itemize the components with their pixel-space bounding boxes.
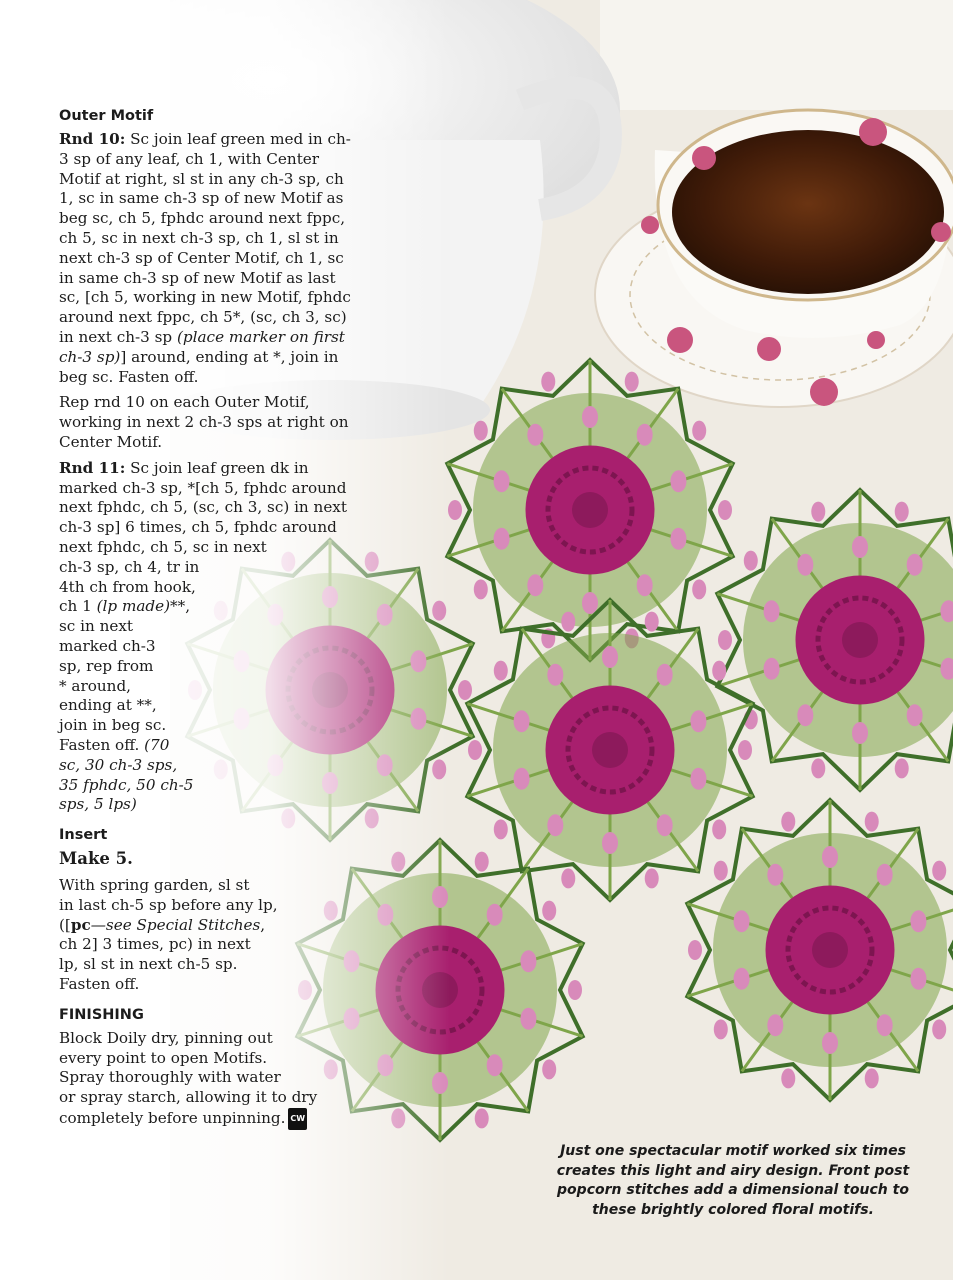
rnd11-line: sp, rep from	[59, 656, 154, 675]
insert-line: in last ch-5 sp before any lp,	[59, 895, 278, 914]
insert-heading: Insert	[59, 827, 108, 844]
finishing-line: Spray thoroughly with water	[59, 1068, 281, 1087]
rnd11-line: ch-3 sp] 6 times, ch 5, fphdc around	[59, 518, 337, 537]
finishing-line: every point to open Motifs.	[59, 1048, 268, 1067]
rnd11-line: join in beg sc.	[59, 716, 167, 735]
finishing-heading: FINISHING	[59, 1006, 144, 1023]
rnd11-line: next fphdc, ch 5, (sc, ch 3, sc) in next	[59, 498, 347, 517]
rnd11-count: sps, 5 lps)	[59, 795, 137, 814]
rnd11-line: Sc join leaf green dk in	[130, 458, 309, 477]
insert-pc: pc	[70, 915, 91, 934]
rnd11-line: * around,	[59, 676, 131, 695]
rnd11-line: marked ch-3	[59, 636, 156, 655]
rnd11-lp-note: (lp made)	[96, 597, 171, 616]
caption-line: Just one spectacular motif worked six times	[560, 1143, 906, 1159]
rep-paragraph: Rep rnd 10 on each Outer Motif, working in next 2 ch-3 sps at right on Center Motif.	[59, 393, 349, 451]
rnd11-count: (70	[144, 735, 170, 754]
insert-line: ch 2] 3 times, pc) in next	[59, 935, 251, 954]
pattern-instructions	[59, 108, 359, 1136]
rnd10-end: ] around, ending at *, join in beg sc. Fasten off.	[59, 347, 339, 386]
finishing-line: or spray starch, allowing it to dry	[59, 1088, 318, 1107]
insert-pc-note: —see Special Stitches	[90, 915, 261, 934]
rnd10-label: Rnd 10:	[59, 130, 126, 148]
rnd11-line: next fphdc, ch 5, sc in next	[59, 537, 267, 556]
rnd11-lp-post: **,	[170, 597, 191, 616]
photo-caption	[548, 1142, 918, 1220]
rnd10-text: Sc join leaf green med in ch-3 sp of any leaf, ch 1, with Center Motif at right, sl st in any ch-3 sp, ch 1, sc in same ch-3 sp of new Motif as beg sc, ch 5, fphdc around next fppc, ch 5, sc in next ch-3 sp, ch 1, sl st in next ch-3 sp of Center Motif, ch 1, sc in same ch-3 sp of new Motif as last sc, [ch 5, working in new Motif, fphdc around next fppc, ch 5*, (sc, ch 3, sc) in next ch-3 sp	[59, 130, 351, 346]
rnd11-line: sc in next	[59, 617, 134, 636]
rnd11-lp-pre: ch 1	[59, 597, 97, 616]
insert-paragraph	[59, 876, 359, 995]
rnd11-count: 35 fphdc, 50 ch-5	[59, 775, 194, 794]
rnd11-line: Fasten off.	[59, 735, 145, 754]
outer-motif-heading: Outer Motif	[59, 108, 154, 124]
rnd10-marker-note: (place marker on first ch-3 sp)	[59, 327, 345, 366]
rnd11-paragraph	[59, 459, 359, 815]
rnd10-paragraph	[59, 130, 359, 387]
rnd11-line: marked ch-3 sp, *[ch 5, fphdc around	[59, 478, 347, 497]
finishing-line: completely before unpinning.	[59, 1109, 286, 1128]
finishing-paragraph	[59, 1029, 359, 1130]
cw-end-badge: CW	[288, 1108, 307, 1130]
insert-pc-open: ([	[59, 915, 71, 934]
rnd11-count: sc, 30 ch-3 sps,	[59, 755, 178, 774]
insert-pc-comma: ,	[260, 915, 266, 934]
rnd11-line: 4th ch from hook,	[59, 577, 196, 596]
caption-line: popcorn stitches add a dimensional touch to	[557, 1182, 909, 1198]
insert-make: Make 5.	[59, 849, 133, 869]
caption-line: these brightly colored floral motifs.	[592, 1201, 874, 1218]
rnd11-line: ch-3 sp, ch 4, tr in	[59, 557, 200, 576]
insert-line: lp, sl st in next ch-5 sp.	[59, 955, 238, 974]
finishing-line: Block Doily dry, pinning out	[59, 1028, 273, 1047]
rnd11-line: ending at **,	[59, 696, 157, 715]
caption-line: creates this light and airy design. Front post	[556, 1162, 910, 1179]
insert-line: With spring garden, sl st	[59, 876, 250, 895]
rnd11-label: Rnd 11:	[59, 458, 126, 477]
insert-line: Fasten off.	[59, 975, 140, 994]
